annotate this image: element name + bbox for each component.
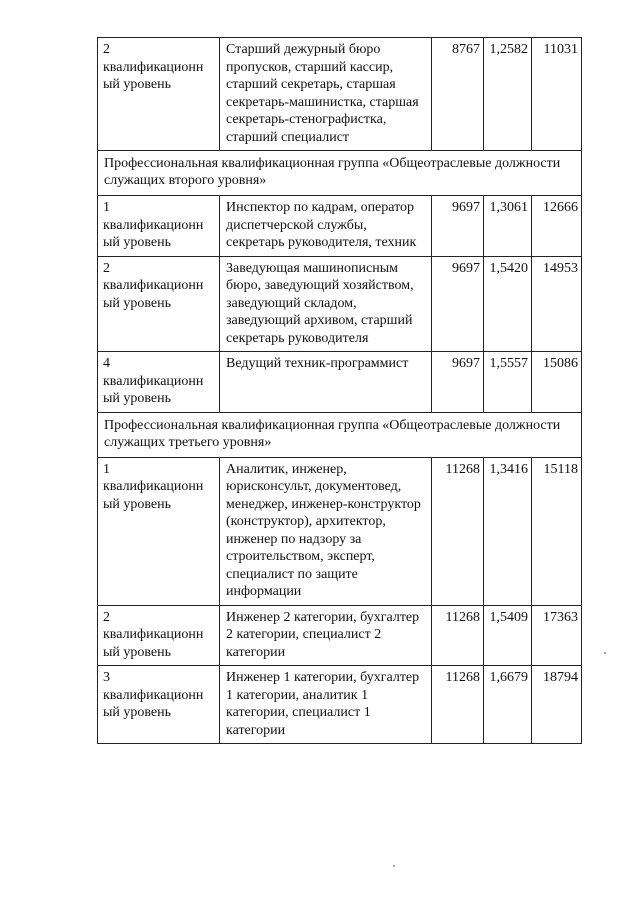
qualification-level-cell	[98, 38, 220, 151]
group-header-row	[98, 151, 582, 196]
level-label-line2: ый уровень	[103, 496, 172, 512]
coefficient-cell: 1,6679	[484, 666, 532, 744]
salary-cell: 17363	[532, 605, 582, 666]
qualification-level-cell	[98, 256, 220, 352]
level-label-line1: квалификационн	[103, 373, 204, 389]
level-label-line1: квалификационн	[103, 278, 204, 293]
base-salary-cell: 8767	[432, 38, 484, 151]
qualification-level-cell	[98, 196, 220, 257]
level-number: 2	[103, 260, 110, 276]
scan-speck	[393, 865, 395, 867]
positions-cell: Аналитик, инженер, юрисконсульт, документовед, менеджер, инженер-конструктор (конструктор), архитектор, инженер по надзору за строительством, эксперт, специалист по защите информации	[220, 457, 432, 605]
salary-table	[97, 37, 582, 744]
base-salary-cell: 11268	[432, 605, 484, 666]
level-label-line1: квалификационн	[103, 217, 204, 233]
qualification-level-cell	[98, 605, 220, 666]
group-header-row	[98, 412, 582, 457]
level-number: 2	[103, 609, 110, 625]
table-row	[98, 605, 582, 666]
qualification-level-cell	[98, 666, 220, 744]
positions-cell: Инженер 1 категории, бухгалтер 1 категории, аналитик 1 категории, специалист 1 категории	[220, 666, 432, 744]
salary-cell: 11031	[532, 38, 582, 151]
salary-cell: 18794	[532, 666, 582, 744]
base-salary-cell: 9697	[432, 196, 484, 257]
positions-cell: Заведующая машинописным бюро, заведующий хозяйством, заведующий складом, заведующий архивом, старший секретарь руководителя	[220, 256, 432, 352]
base-salary-cell: 9697	[432, 256, 484, 352]
coefficient-cell: 1,2582	[484, 38, 532, 151]
base-salary-cell: 11268	[432, 666, 484, 744]
coefficient-cell: 1,5420	[484, 256, 532, 352]
level-number: 1	[103, 200, 110, 215]
table-row	[98, 457, 582, 605]
level-label-line1: квалификационн	[103, 59, 204, 75]
level-label-line2: ый уровень	[103, 644, 172, 660]
salary-cell: 15118	[532, 457, 582, 605]
coefficient-cell: 1,5557	[484, 352, 532, 413]
coefficient-cell: 1,3061	[484, 196, 532, 257]
table-row	[98, 196, 582, 257]
table-row	[98, 666, 582, 744]
salary-cell: 12666	[532, 196, 582, 257]
salary-cell: 14953	[532, 256, 582, 352]
group-header-cell: Профессиональная квалификационная группа «Общеотраслевые должности служащих третьего уровня»	[98, 412, 582, 457]
table-row	[98, 352, 582, 413]
qualification-level-cell	[98, 457, 220, 605]
level-label-line1: квалификационн	[103, 479, 204, 494]
level-label-line1: квалификационн	[103, 627, 204, 642]
level-number: 3	[103, 670, 110, 685]
level-number: 2	[103, 42, 110, 57]
level-number: 4	[103, 356, 110, 371]
level-label-line2: ый уровень	[103, 295, 172, 311]
positions-cell: Старший дежурный бюро пропусков, старший кассир, старший секретарь, старшая секретарь-машинистка, старшая секретарь-стенографистка, старший специалист	[220, 38, 432, 151]
level-label-line2: ый уровень	[103, 77, 172, 92]
base-salary-cell: 9697	[432, 352, 484, 413]
positions-cell: Ведущий техник-программист	[220, 352, 432, 413]
qualification-level-cell	[98, 352, 220, 413]
level-number: 1	[103, 461, 110, 477]
coefficient-cell: 1,5409	[484, 605, 532, 666]
salary-cell: 15086	[532, 352, 582, 413]
level-label-line1: квалификационн	[103, 687, 204, 703]
table-row	[98, 38, 582, 151]
group-header-cell: Профессиональная квалификационная группа «Общеотраслевые должности служащих второго уровня»	[98, 151, 582, 196]
level-label-line2: ый уровень	[103, 235, 172, 250]
positions-cell: Инженер 2 категории, бухгалтер 2 категории, специалист 2 категории	[220, 605, 432, 666]
scan-speck	[604, 652, 606, 654]
positions-cell: Инспектор по кадрам, оператор диспетчерской службы, секретарь руководителя, техник	[220, 196, 432, 257]
level-label-line2: ый уровень	[103, 705, 172, 720]
base-salary-cell: 11268	[432, 457, 484, 605]
table-row	[98, 256, 582, 352]
level-label-line2: ый уровень	[103, 391, 172, 406]
coefficient-cell: 1,3416	[484, 457, 532, 605]
